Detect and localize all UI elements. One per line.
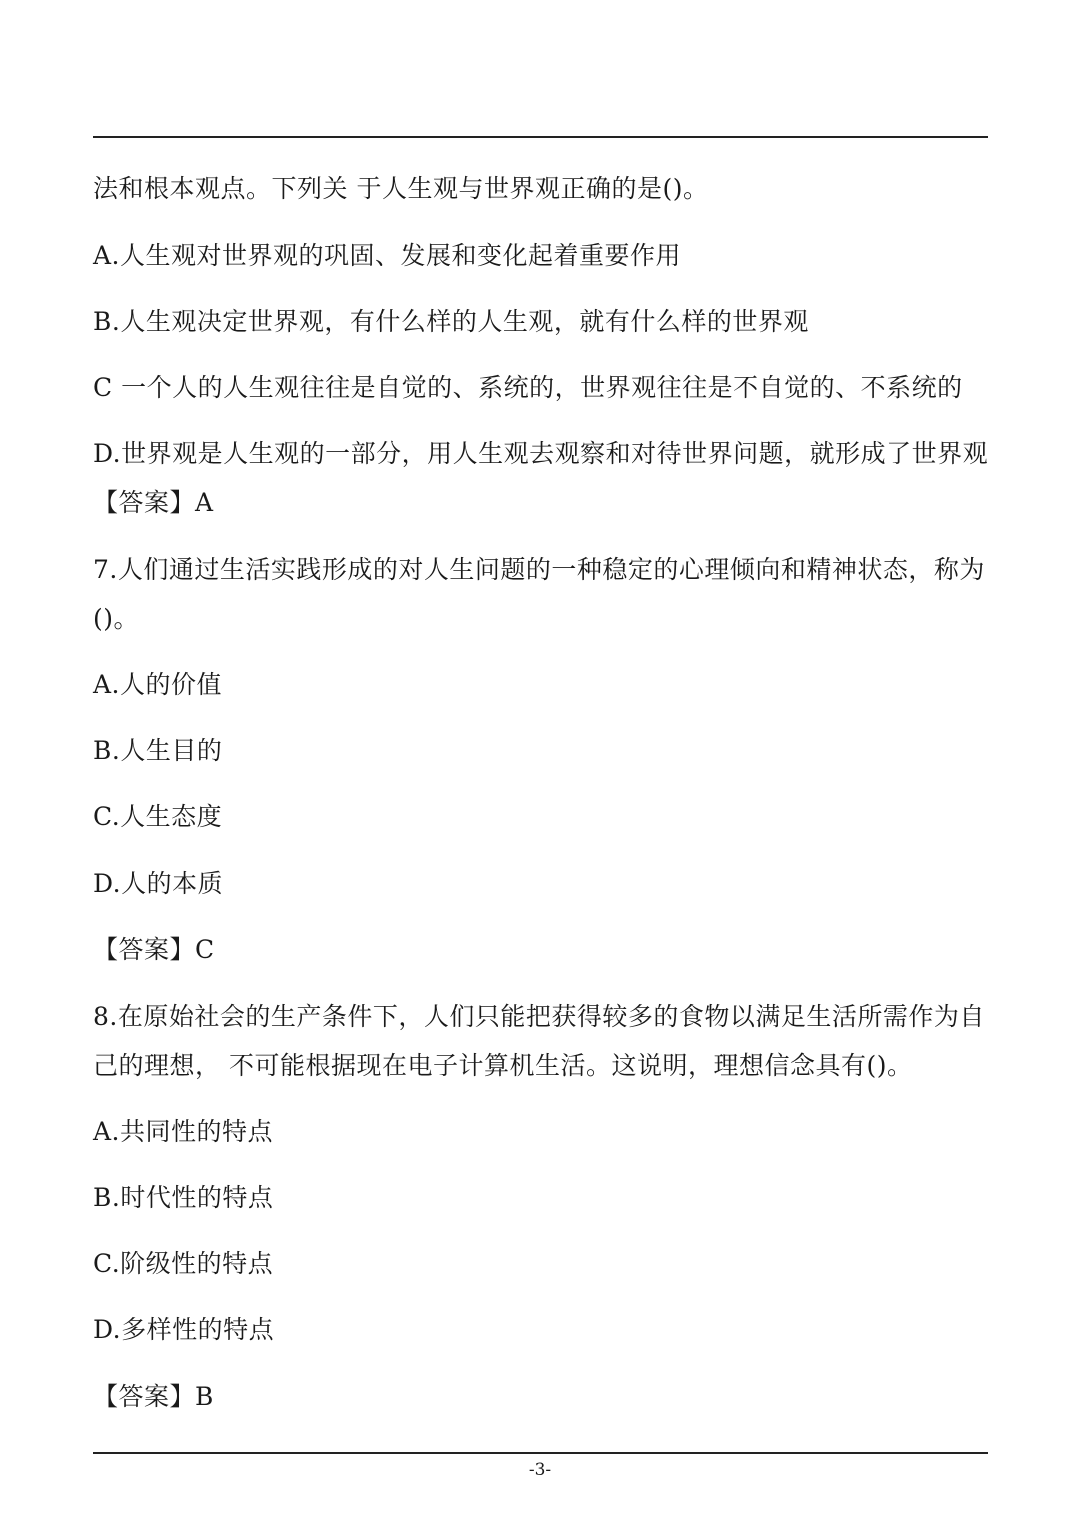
q6-option-c: C 一个人的人生观往往是自觉的、系统的，世界观往往是不自觉的、不系统的 [93,373,963,402]
q8-option-b: B.时代性的特点 [93,1183,274,1212]
q8-answer: 【答案】B [93,1382,214,1411]
q8-stem-line2: 己的理想， 不可能根据现在电子计算机生活。这说明，理想信念具有()。 [93,1051,913,1080]
q6-option-a: A.人生观对世界观的巩固、发展和变化起着重要作用 [93,241,682,270]
q7-answer: 【答案】C [93,935,215,964]
footer-rule [93,1452,988,1454]
q8-option-c: C.阶级性的特点 [93,1249,274,1278]
q8-option-a: A.共同性的特点 [93,1117,274,1146]
q7-option-c: C.人生态度 [93,802,223,831]
q8-stem-line1: 8.在原始社会的生产条件下，人们只能把获得较多的食物以满足生活所需作为自 [93,1002,985,1031]
page-number: -3- [528,1460,552,1480]
q7-stem-line1: 7.人们通过生活实践形成的对人生问题的一种稳定的心理倾向和精神状态，称为 [93,555,985,584]
q7-option-b: B.人生目的 [93,736,223,765]
q8-option-d: D.多样性的特点 [93,1315,275,1344]
header-rule [93,136,988,138]
q7-option-a: A.人的价值 [93,670,223,699]
q6-option-d: D.世界观是人生观的一部分，用人生观去观察和对待世界问题，就形成了世界观 [93,439,989,468]
q6-stem-tail: 法和根本观点。下列关 于人生观与世界观正确的是()。 [93,174,709,203]
q6-option-b: B.人生观决定世界观，有什么样的人生观，就有什么样的世界观 [93,307,809,336]
q6-answer: 【答案】A [93,488,214,517]
q7-stem-line2: ()。 [93,604,140,633]
q7-option-d: D.人的本质 [93,869,224,898]
